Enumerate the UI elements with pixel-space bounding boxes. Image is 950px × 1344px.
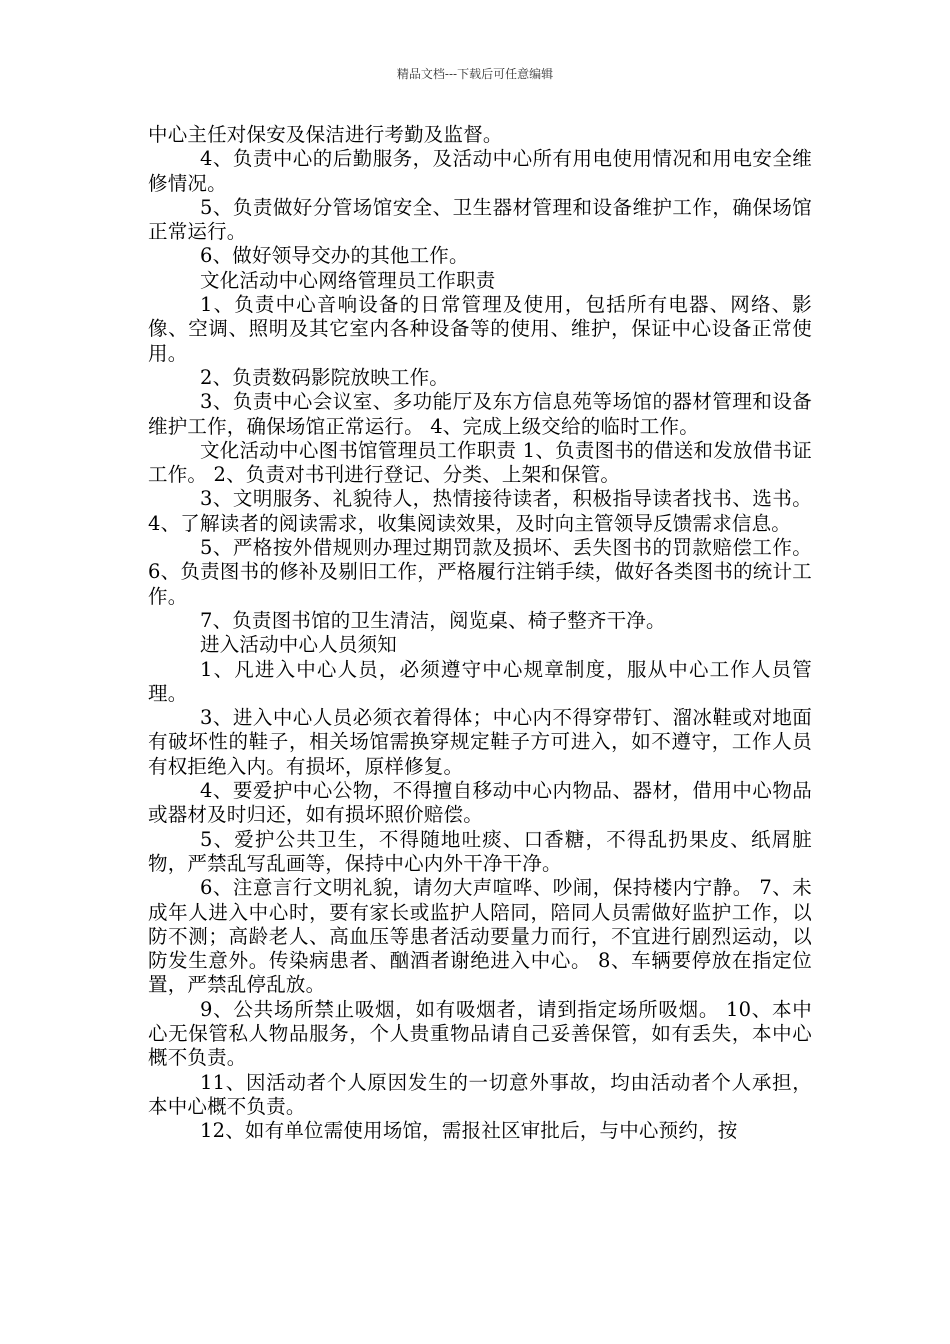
paragraph: 4、要爱护中心公物，不得擅自移动中心内物品、器材，借用中心物品或器材及时归还，如有损坏照价赔偿。 <box>148 779 812 827</box>
paragraph: 5、负责做好分管场馆安全、卫生器材管理和设备维护工作，确保场馆正常运行。 <box>148 195 812 244</box>
paragraph: 9、公共场所禁止吸烟，如有吸烟者，请到指定场所吸烟。 10、本中心无保管私人物品服务，个人贵重物品请自己妥善保管，如有丢失，本中心概不负责。 <box>148 997 812 1070</box>
paragraph: 11、因活动者个人原因发生的一切意外事故，均由活动者个人承担，本中心概不负责。 <box>148 1070 812 1118</box>
paragraph: 7、负责图书馆的卫生清洁，阅览桌、椅子整齐干净。 <box>200 608 666 632</box>
document-body <box>148 123 812 1143</box>
paragraph: 3、负责中心会议室、多功能厅及东方信息苑等场馆的器材管理和设备维护工作，确保场馆正常运行。 4、完成上级交给的临时工作。 <box>148 390 812 438</box>
section-heading: 文化活动中心网络管理员工作职责 <box>200 268 496 292</box>
paragraph: 12、如有单位需使用场馆，需报社区审批后，与中心预约，按 <box>200 1119 738 1143</box>
paragraph: 6、注意言行文明礼貌，请勿大声喧哗、吵闹，保持楼内宁静。 7、未成年人进入中心时，要有家长或监护人陪同，陪同人员需做好监护工作，以防不测；高龄老人、高血压等患者活动要量力而行，不宜进行剧烈运动，以防发生意外。传染病患者、酗酒者谢绝进入中心。 8、车辆要停放在指定位置，严禁乱停乱放。 <box>148 876 812 997</box>
paragraph: 2、负责数码影院放映工作。 <box>200 365 450 389</box>
paragraph: 6、做好领导交办的其他工作。 <box>200 244 469 268</box>
paragraph: 5、严格按外借规则办理过期罚款及损坏、丢失图书的罚款赔偿工作。 6、负责图书的修补及剔旧工作，严格履行注销手续，做好各类图书的统计工作。 <box>148 536 812 608</box>
paragraph: 3、进入中心人员必须衣着得体；中心内不得穿带钉、溜冰鞋或对地面有破坏性的鞋子，相关场馆需换穿规定鞋子方可进入，如不遵守，工作人员有权拒绝入内。有损坏，原样修复。 <box>148 706 812 778</box>
paragraph: 3、文明服务、礼貌待人，热情接待读者，积极指导读者找书、选书。 4、了解读者的阅读需求，收集阅读效果，及时向主管领导反馈需求信息。 <box>148 487 812 535</box>
page-header: 精品文档---下载后可任意编辑 <box>396 67 554 81</box>
paragraph: 中心主任对保安及保洁进行考勤及监督。 <box>148 123 503 146</box>
paragraph: 5、爱护公共卫生，不得随地吐痰、口香糖，不得乱扔果皮、纸屑脏物，严禁乱写乱画等，保持中心内外干净干净。 <box>148 827 812 875</box>
paragraph: 1、凡进入中心人员，必须遵守中心规章制度，服从中心工作人员管理。 <box>148 657 812 705</box>
section-heading: 进入活动中心人员须知 <box>200 633 398 657</box>
paragraph: 1、负责中心音响设备的日常管理及使用，包括所有电器、网络、影像、空调、照明及其它室内各种设备等的使用、维护，保证中心设备正常使用。 <box>148 293 812 365</box>
section-heading: 文化活动中心图书馆管理员工作职责 1、负责图书的借送和发放借书证工作。 2、负责对书刊进行登记、分类、上架和保管。 <box>148 438 812 487</box>
paragraph: 4、负责中心的后勤服务，及活动中心所有用电使用情况和用电安全维修情况。 <box>148 147 812 195</box>
